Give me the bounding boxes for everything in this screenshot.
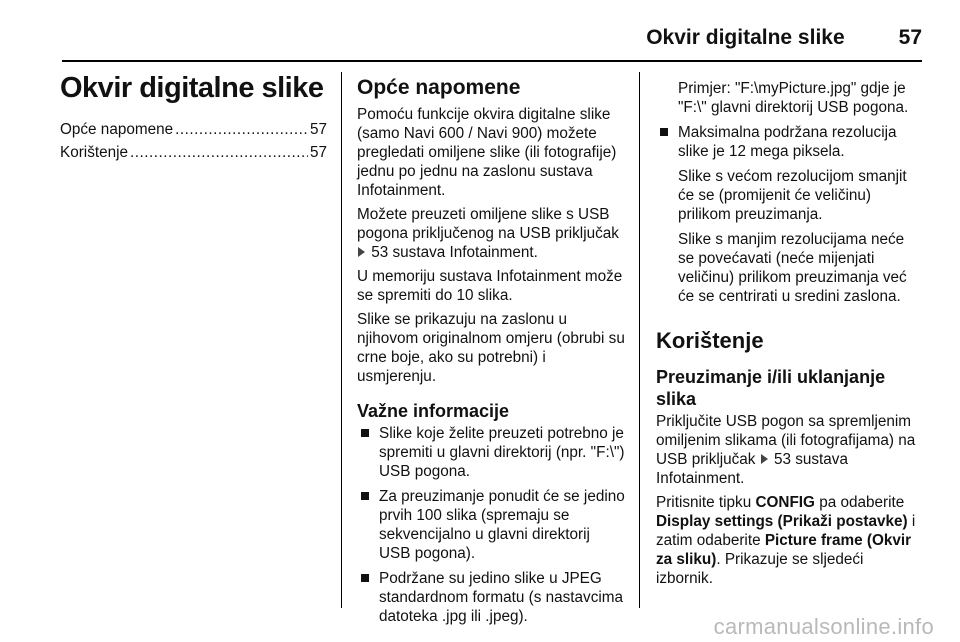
toc-page: 57 — [309, 144, 327, 161]
page-header — [62, 18, 922, 58]
page-number: 57 — [898, 26, 922, 49]
paragraph: Priključite USB pogon sa spremljenim omiljenim slikama (ili fotografijama) na USB priključak 53 sustava Infotainment. — [656, 413, 916, 487]
column-usage — [656, 79, 922, 593]
toc-item[interactable] — [60, 143, 327, 162]
toc-leader — [130, 143, 308, 162]
toc-item[interactable] — [60, 120, 327, 139]
list-item: Maksimalna podržana rezolucija slike je 12 mega piksela. — [656, 123, 922, 161]
toc-leader — [175, 120, 308, 139]
paragraph: Možete preuzeti omiljene slike s USB pogona priključenog na USB priključak 53 sustava Infotainment. — [357, 206, 619, 261]
bullet-square-icon — [660, 128, 668, 136]
paragraph: U memoriju sustava Infotainment može se spremiti do 10 slika. — [357, 268, 623, 304]
toc-label: Korištenje — [60, 144, 129, 161]
config-key-label: CONFIG — [755, 494, 815, 511]
toc-page: 57 — [309, 121, 327, 138]
bullet-square-icon — [361, 429, 369, 437]
toc-label: Opće napomene — [60, 121, 174, 138]
list-item: Za preuzimanje ponudit će se jedino prvih 100 slika (spremaju se sekvencijalno u glavni direktorij USB pogona). — [357, 487, 625, 563]
bullet-square-icon — [361, 492, 369, 500]
header-title: Okvir digitalne slike — [646, 26, 845, 49]
section-heading: Opće napomene — [357, 76, 521, 99]
bullet-list — [656, 123, 922, 161]
column-divider-1 — [341, 72, 342, 608]
bullet-square-icon — [361, 574, 369, 582]
bullet-list — [357, 424, 625, 626]
list-item: Podržane su jedino slike u JPEG standardnom formatu (s nastavcima datoteka .jpg ili .jpeg). — [357, 569, 625, 626]
watermark: carmanualsonline.info — [713, 614, 934, 639]
paragraph: Pomoću funkcije okvira digitalne slike (samo Navi 600 / Navi 900) možete pregledati omiljene slike (ili fotografije) jednu po jednu na zaslonu sustava Infotainment. — [357, 106, 617, 199]
column-toc — [60, 72, 327, 166]
display-settings-label: Display settings (Prikaži postavke) — [656, 513, 908, 530]
chapter-title: Okvir digitalne slike — [60, 72, 324, 104]
subsection-heading: Preuzimanje i/ili uklanjanje slika — [656, 367, 886, 409]
column-divider-2 — [639, 72, 640, 608]
paragraph: Primjer: "F:\myPicture.jpg" gdje je "F:\" glavni direktorij USB pogona. — [678, 80, 909, 116]
page-reference-icon — [358, 247, 365, 257]
list-item: Slike koje želite preuzeti potrebno je spremiti u glavni direktorij (npr. "F:\") USB pogona. — [357, 424, 625, 481]
column-general-notes — [357, 75, 625, 632]
paragraph: Pritisnite tipku CONFIG pa odaberite Display settings (Prikaži postavke) i zatim odaberite Picture frame (Okvir za sliku). Prikazuje se sljedeći izbornik. — [656, 494, 916, 587]
section-heading: Korištenje — [656, 328, 764, 353]
page-reference-icon — [761, 454, 768, 464]
paragraph: Slike s manjim rezolucijama neće se povećavati (neće mijenjati veličinu) prilikom preuzimanja već će se centrirati u sredini zaslona. — [678, 231, 907, 305]
header-rule — [62, 60, 922, 62]
picture-frame-label: Picture frame (Okvir za sliku) — [656, 532, 912, 568]
paragraph: Slike s većom rezolucijom smanjit će se (promijenit će veličinu) prilikom preuzimanja. — [678, 168, 907, 223]
subsection-heading: Važne informacije — [357, 401, 510, 421]
paragraph: Slike se prikazuju na zaslonu u njihovom originalnom omjeru (obrubi su crne boje, ako su potrebni) i usmjerenju. — [357, 311, 625, 385]
